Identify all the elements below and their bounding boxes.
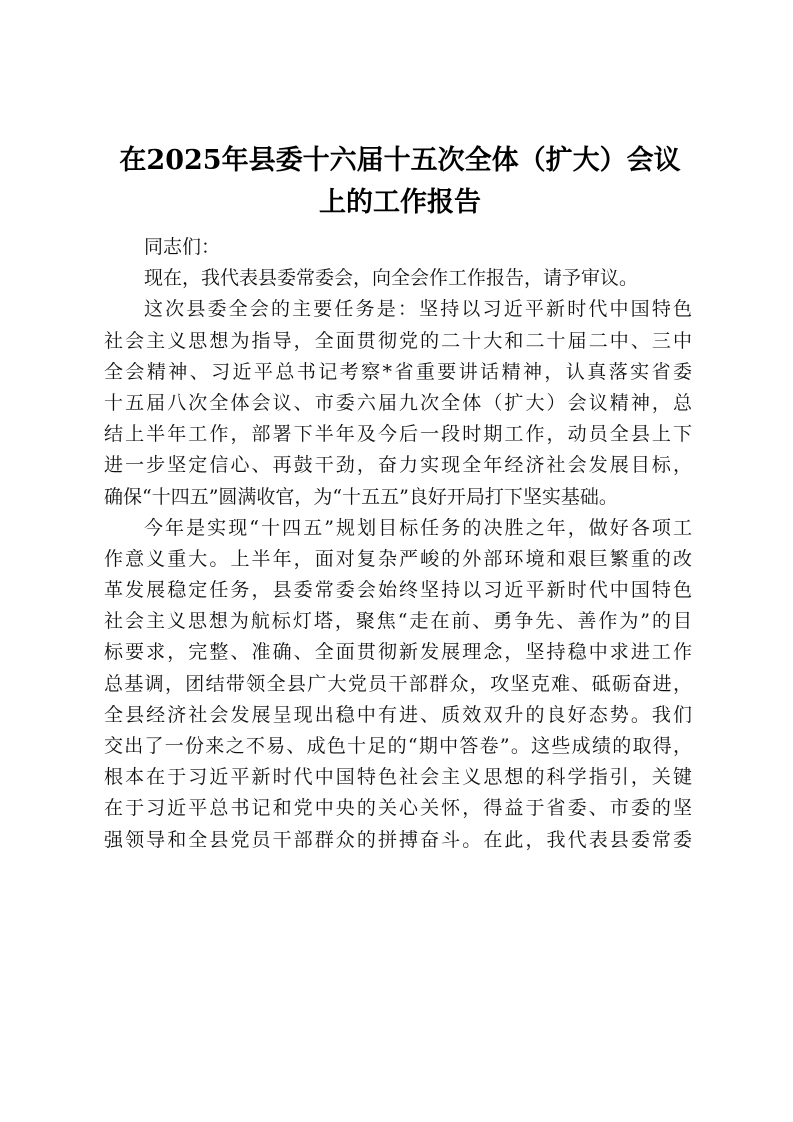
document-title [100,140,700,224]
paragraph-line: 全县经济社会发展呈现出稳中有进、质效双升的良好态势。我们 [104,703,692,726]
paragraph-line: 今年是实现“十四五”规划目标任务的决胜之年，做好各项工 [144,516,692,539]
paragraph-line: 社会主义思想为指导，全面贯彻党的二十大和二十届二中、三中 [104,329,692,352]
paragraph-line: 强领导和全县党员干部群众的拼搏奋斗。在此，我代表县委常委 [104,828,692,851]
paragraph-line: 结上半年工作，部署下半年及今后一段时期工作，动员全县上下 [104,423,692,446]
paragraph-line: 根本在于习近平新时代中国特色社会主义思想的科学指引，关键 [104,766,692,789]
paragraph-line: 确保“十四五”圆满收官，为“十五五”良好开局打下坚实基础。 [104,485,618,508]
paragraph-line: 总基调，团结带领全县广大党员干部群众，攻坚克难、砥砺奋进， [104,672,692,695]
paragraph-line: 在于习近平总书记和党中央的关心关怀，得益于省委、市委的坚 [104,797,692,820]
paragraph-line: 作意义重大。上半年，面对复杂严峻的外部环境和艰巨繁重的改 [104,547,692,570]
title-line-1: 在2025年县委十六届十五次全体（扩大）会议 [119,145,681,176]
paragraph-line: 社会主义思想为航标灯塔，聚焦“走在前、勇争先、善作为”的目 [104,610,692,633]
paragraph-line: 交出了一份来之不易、成色十足的“期中答卷”。这些成绩的取得， [104,735,692,757]
paragraph-line: 全会精神、习近平总书记考察*省重要讲话精神，认真落实省委 [104,360,692,383]
title-line-2: 上的工作报告 [319,187,481,218]
document-body [104,232,692,856]
paragraph-line: 这次县委全会的主要任务是：坚持以习近平新时代中国特色 [144,298,692,321]
paragraph-line: 进一步坚定信心、再鼓干劲，奋力实现全年经济社会发展目标， [104,454,692,477]
paragraph-line: 标要求，完整、准确、全面贯彻新发展理念，坚持稳中求进工作 [104,641,692,664]
paragraph-line: 十五届八次全体会议、市委六届九次全体（扩大）会议精神，总 [104,391,692,414]
paragraph-line: 现在，我代表县委常委会，向全会作工作报告，请予审议。 [144,267,639,290]
salutation: 同志们： [144,236,221,258]
paragraph-line: 革发展稳定任务，县委常委会始终坚持以习近平新时代中国特色 [104,579,692,602]
